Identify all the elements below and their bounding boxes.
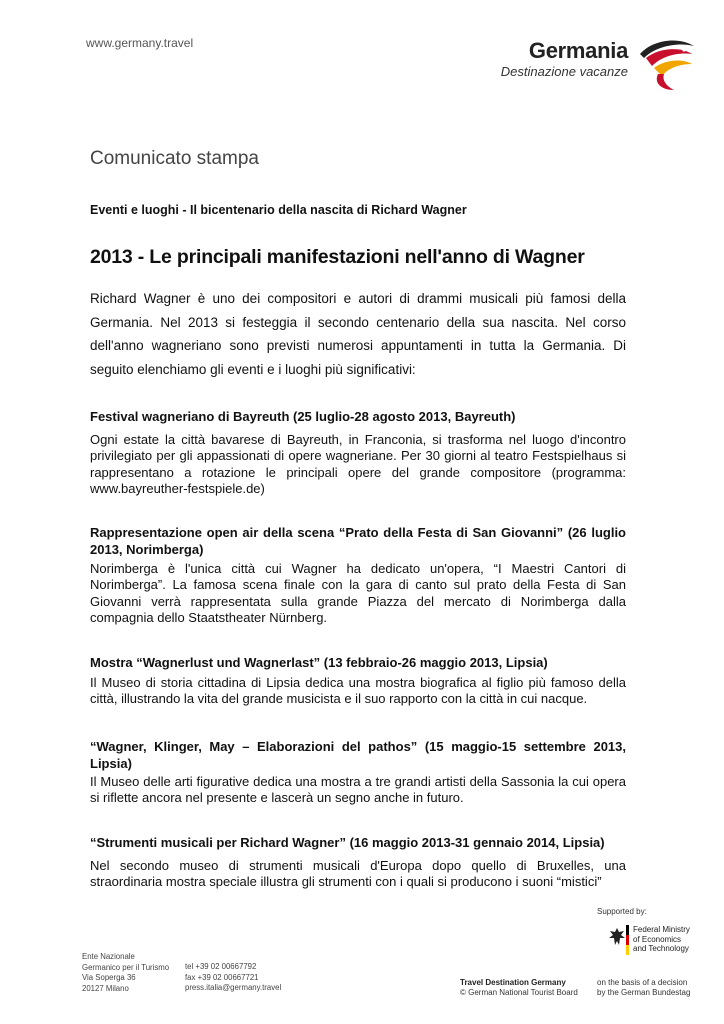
brand-block — [501, 38, 628, 79]
address-line: Germanico per il Turismo — [82, 962, 170, 972]
address-line: Ente Nazionale — [82, 952, 135, 961]
ministry-line: of Economics — [633, 934, 682, 944]
section-body-wagnerlust: Il Museo di storia cittadina di Lipsia dedica una mostra biografica al figlio più famoso della città, illustrando la vita del grande musicista e il suo rapporto con la città in cui nacque. — [90, 675, 626, 707]
press-email-link[interactable]: press.italia@germany.travel — [185, 983, 282, 992]
ministry-line: and Technology — [633, 944, 689, 953]
section-body-klinger: Il Museo delle arti figurative dedica una mostra a tre grandi artisti della Sassonia la cui opera si riflette ancora nel presente e lascerà un segno anche in futuro. — [90, 774, 626, 806]
brand-tagline: Destinazione vacanze — [500, 64, 628, 79]
office-address — [82, 952, 169, 994]
section-body-norimberga: Norimberga è l'unica città cui Wagner ha dedicato un'opera, “I Maestri Cantori di Norimberga”. La famosa scena finale con la gara di canto sul prato della Festa di San Giovanni verrà rappresentata sulla grande Piazza del mercato di Norimberga dalla compagnia dello Staatstheater Nürnberg. — [90, 561, 626, 625]
german-flag-bar — [626, 925, 629, 955]
decision-line: by the German Bundestag — [597, 987, 691, 997]
tdg-credit — [460, 978, 578, 997]
section-body-strumenti: Nel secondo museo di strumenti musicali d'Europa dopo quello di Bruxelles, una straordinaria mostra speciale illustra gli strumenti con i quali si producono i suoni “mistici” — [90, 858, 626, 890]
supported-by-label: Supported by: — [597, 907, 647, 916]
fax-number: fax +39 02 00667721 — [185, 972, 259, 982]
kicker-subtitle: Eventi e luoghi - Il bicentenario della nascita di Richard Wagner — [90, 203, 467, 217]
section-body-bayreuth: Ogni estate la città bavarese di Bayreuth, in Franconia, si trasforma nel luogo d'incontro privilegiato per gli appassionati di opere wagneriane. Per 30 giorni al teatro Festspielhaus si rappresentano a rotazione le principali opere del grande compositore (programma: www.bayreuther-festspiele.de) — [90, 432, 626, 496]
page-title: 2013 - Le principali manifestazioni nell'anno di Wagner — [90, 246, 585, 268]
tdg-name: Travel Destination Germany — [460, 978, 566, 987]
phone-number: tel +39 02 00667792 — [185, 962, 257, 971]
document-type-label: Comunicato stampa — [90, 148, 259, 169]
ministry-name — [633, 925, 690, 954]
section-title-norimberga: Rappresentazione open air della scena “Prato della Festa di San Giovanni” (26 luglio 2013, Norimberga) — [90, 525, 626, 557]
intro-paragraph: Richard Wagner è uno dei compositori e autori di drammi musicali più famosi della Germania. Nel 2013 si festeggia il secondo centenario della sua nascita. Nel corso dell'anno wagneriano sono previsti numerosi appuntamenti in tutta la Germania. Di seguito elenchiamo gli eventi e i luoghi più significativi: — [90, 291, 626, 377]
federal-eagle-icon — [607, 926, 627, 948]
tdg-organization: © German National Tourist Board — [460, 987, 578, 997]
address-line: 20127 Milano — [82, 983, 129, 993]
bundestag-decision-note — [597, 978, 690, 997]
germania-eagle-logo — [634, 34, 696, 92]
website-url[interactable]: www.germany.travel — [86, 36, 194, 50]
address-line: Via Soperga 36 — [82, 973, 136, 982]
ministry-line: Federal Ministry — [633, 925, 690, 934]
section-title-strumenti: “Strumenti musicali per Richard Wagner” (16 maggio 2013-31 gennaio 2014, Lipsia) — [90, 835, 605, 850]
brand-name: Germania — [528, 38, 628, 63]
decision-line: on the basis of a decision — [597, 978, 688, 987]
section-title-wagnerlust: Mostra “Wagnerlust und Wagnerlast” (13 febbraio-26 maggio 2013, Lipsia) — [90, 655, 548, 670]
section-title-klinger: “Wagner, Klinger, May – Elaborazioni del pathos” (15 maggio-15 settembre 2013, Lipsia) — [90, 739, 626, 771]
section-title-bayreuth: Festival wagneriano di Bayreuth (25 luglio-28 agosto 2013, Bayreuth) — [90, 409, 516, 424]
office-contacts — [185, 962, 281, 994]
